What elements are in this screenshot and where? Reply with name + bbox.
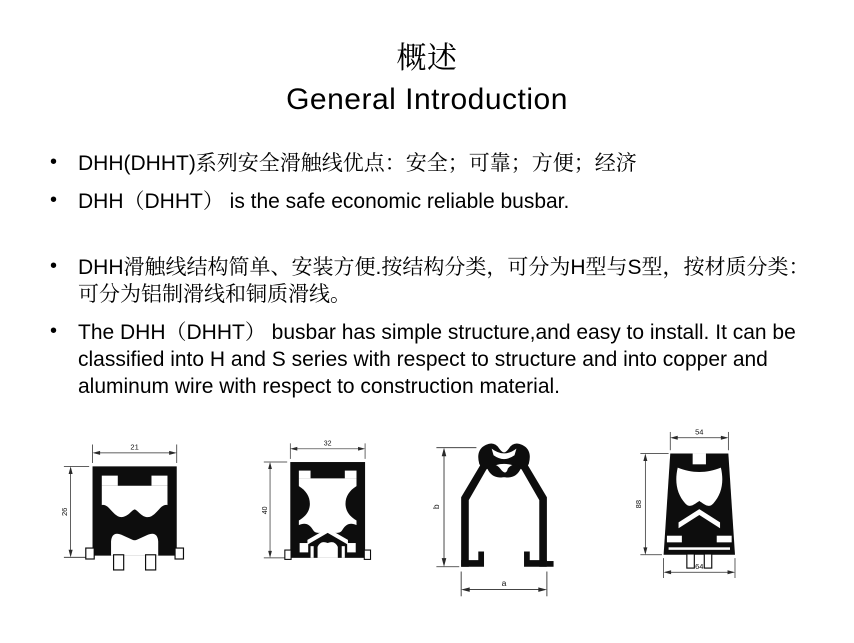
busbar-profile-diagram-3 <box>404 421 585 602</box>
dim-label-width-2: 32 <box>323 440 332 448</box>
dim-label-height-4: 88 <box>634 500 644 509</box>
title-block <box>0 38 854 120</box>
dim-label-bottom-width-4: 64 <box>695 561 704 571</box>
dim-label-width-1: 21 <box>130 442 139 452</box>
bullet-item-4: • The DHH（DHHT） busbar has simple structure,and easy to install. It can be classified into H and S series with respect to structure and into copper and aluminum wire with respect to construction material. <box>48 319 814 400</box>
dim-label-height-3: b <box>431 504 442 510</box>
bullet-list <box>48 150 814 411</box>
bullet-item-3: • DHH滑触线结构简单、安装方便.按结构分类，可分为H型与S型，按材质分类：可分为铝制滑线和铜质滑线。 <box>48 254 814 308</box>
dim-label-height-2: 40 <box>261 506 269 515</box>
busbar-profile-diagram-1 <box>42 431 202 591</box>
page-title-en: General Introduction <box>286 83 568 116</box>
bullet-item-1: • DHH(DHHT)系列安全滑触线优点：安全；可靠；方便；经济 <box>48 150 814 177</box>
bullet-item-2: • DHH（DHHT） is the safe economic reliable busbar. <box>48 188 814 215</box>
dim-label-height-1: 26 <box>60 507 70 517</box>
busbar-profile-diagram-2 <box>242 437 390 593</box>
dim-label-width-3: a <box>501 577 507 588</box>
page-title-zh: 概述 <box>396 42 458 75</box>
dim-label-top-width-4: 54 <box>695 427 704 437</box>
busbar-profile-diagram-4 <box>612 422 770 588</box>
